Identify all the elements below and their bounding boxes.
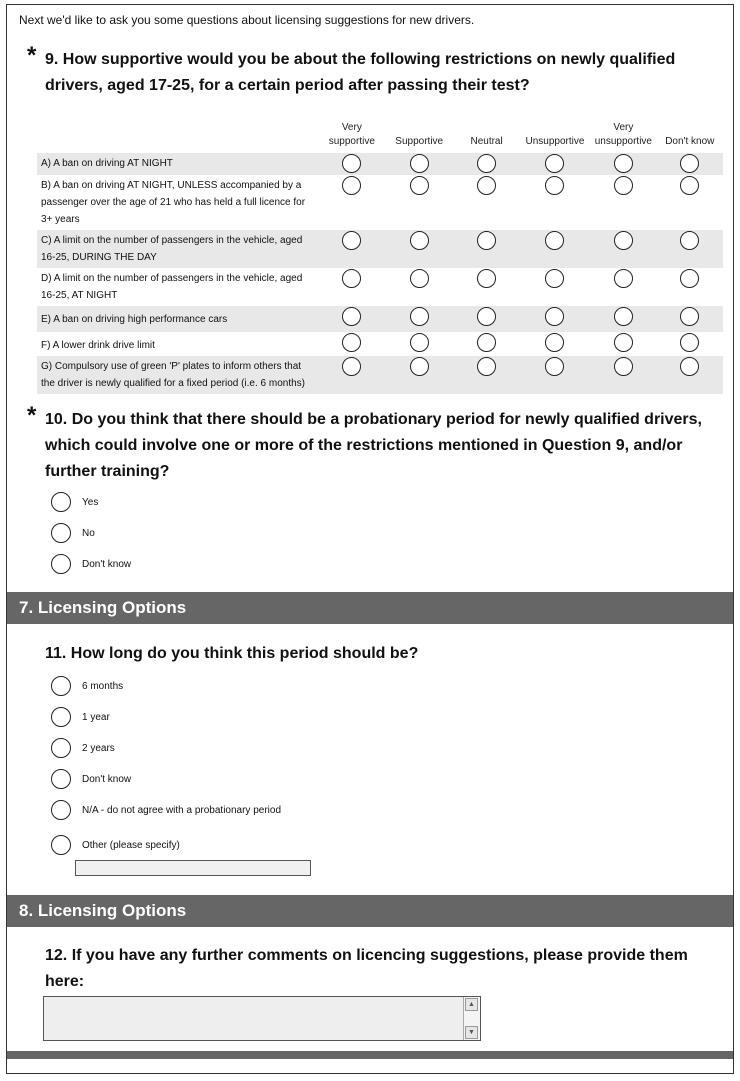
radio-a-very-unsupportive[interactable] bbox=[614, 154, 633, 173]
table-row bbox=[37, 268, 723, 306]
col-unsupportive: Unsupportive bbox=[525, 136, 585, 147]
table-row bbox=[37, 332, 723, 356]
q11-title: 11. How long do you think this period should be? bbox=[45, 645, 419, 662]
table-row bbox=[37, 230, 723, 268]
q10-title bbox=[27, 402, 729, 485]
q9-matrix bbox=[37, 121, 723, 394]
option-label: Don't know bbox=[82, 559, 132, 570]
radio-e-very-supportive[interactable] bbox=[342, 307, 361, 326]
textarea-scrollbar[interactable] bbox=[463, 997, 480, 1040]
radio-f-supportive[interactable] bbox=[410, 333, 429, 352]
radio-6-months[interactable] bbox=[51, 676, 71, 696]
row-label-b: B) A ban on driving AT NIGHT, UNLESS accompanied by a passenger over the age of 21 who has held a full licence for 3+ years bbox=[41, 180, 306, 225]
radio-b-dont-know[interactable] bbox=[680, 176, 699, 195]
option-label: No bbox=[82, 528, 95, 539]
radio-c-supportive[interactable] bbox=[410, 231, 429, 250]
radio-e-neutral[interactable] bbox=[477, 307, 496, 326]
radio-g-dont-know[interactable] bbox=[680, 357, 699, 376]
radio-g-very-unsupportive[interactable] bbox=[614, 357, 633, 376]
option-label: N/A - do not agree with a probationary period bbox=[82, 805, 282, 816]
radio-d-very-supportive[interactable] bbox=[342, 269, 361, 288]
radio-f-dont-know[interactable] bbox=[680, 333, 699, 352]
radio-d-very-unsupportive[interactable] bbox=[614, 269, 633, 288]
radio-e-dont-know[interactable] bbox=[680, 307, 699, 326]
radio-b-very-supportive[interactable] bbox=[342, 176, 361, 195]
col-neutral: Neutral bbox=[470, 136, 503, 147]
radio-e-supportive[interactable] bbox=[410, 307, 429, 326]
col-supportive: Supportive bbox=[395, 136, 444, 147]
radio-other[interactable] bbox=[51, 835, 71, 855]
q10-title-text: 10. Do you think that there should be a probationary period for newly qualified drivers, which could involve one or more of the restrictions mentioned in Question 9, and/or further training? bbox=[45, 411, 702, 480]
comments-textarea[interactable] bbox=[43, 996, 481, 1041]
option-label: 6 months bbox=[82, 681, 124, 692]
radio-dont-know[interactable] bbox=[51, 554, 71, 574]
radio-a-supportive[interactable] bbox=[410, 154, 429, 173]
radio-d-supportive[interactable] bbox=[410, 269, 429, 288]
radio-f-unsupportive[interactable] bbox=[545, 333, 564, 352]
radio-g-neutral[interactable] bbox=[477, 357, 496, 376]
q12-title: 12. If you have any further comments on licencing suggestions, please provide them here: bbox=[45, 947, 688, 990]
table-row bbox=[37, 356, 723, 394]
radio-d-dont-know[interactable] bbox=[680, 269, 699, 288]
radio-d-neutral[interactable] bbox=[477, 269, 496, 288]
col-dont-know: Don't know bbox=[665, 136, 715, 147]
radio-c-dont-know[interactable] bbox=[680, 231, 699, 250]
radio-f-neutral[interactable] bbox=[477, 333, 496, 352]
scroll-up-icon[interactable]: ▲ bbox=[465, 998, 478, 1011]
col-very-supportive: Very supportive bbox=[328, 122, 375, 147]
other-specify-input[interactable] bbox=[75, 860, 311, 876]
q9-title bbox=[27, 42, 725, 99]
radio-a-unsupportive[interactable] bbox=[545, 154, 564, 173]
col-very-unsupportive: Very unsupportive bbox=[594, 122, 652, 147]
radio-c-unsupportive[interactable] bbox=[545, 231, 564, 250]
radio-b-supportive[interactable] bbox=[410, 176, 429, 195]
radio-no[interactable] bbox=[51, 523, 71, 543]
section-7-header: 7. Licensing Options bbox=[7, 592, 734, 624]
option-label: Yes bbox=[82, 497, 99, 508]
option-label: Other (please specify) bbox=[82, 840, 180, 851]
table-row bbox=[37, 153, 723, 175]
radio-a-dont-know[interactable] bbox=[680, 154, 699, 173]
radio-g-supportive[interactable] bbox=[410, 357, 429, 376]
option-label: 1 year bbox=[82, 712, 110, 723]
radio-yes[interactable] bbox=[51, 492, 71, 512]
radio-c-very-supportive[interactable] bbox=[342, 231, 361, 250]
radio-f-very-unsupportive[interactable] bbox=[614, 333, 633, 352]
radio-d-unsupportive[interactable] bbox=[545, 269, 564, 288]
option-label: Don't know bbox=[82, 774, 132, 785]
section-8-header: 8. Licensing Options bbox=[7, 895, 734, 927]
table-row bbox=[37, 306, 723, 332]
row-label-g: G) Compulsory use of green 'P' plates to inform others that the driver is newly qualified for a fixed period (i.e. 6 months) bbox=[37, 356, 319, 394]
radio-f-very-supportive[interactable] bbox=[342, 333, 361, 352]
row-label-d: D) A limit on the number of passengers in the vehicle, aged 16-25, AT NIGHT bbox=[41, 273, 303, 301]
q9-title-text: 9. How supportive would you be about the following restrictions on newly qualified drivers, aged 17-25, for a certain period after passing their test? bbox=[45, 51, 676, 94]
table-row bbox=[37, 175, 723, 230]
radio-e-very-unsupportive[interactable] bbox=[614, 307, 633, 326]
bottom-bar bbox=[7, 1051, 734, 1059]
matrix-corner bbox=[37, 121, 319, 153]
radio-b-neutral[interactable] bbox=[477, 176, 496, 195]
option-label: 2 years bbox=[82, 743, 115, 754]
radio-e-unsupportive[interactable] bbox=[545, 307, 564, 326]
radio-b-very-unsupportive[interactable] bbox=[614, 176, 633, 195]
radio-c-neutral[interactable] bbox=[477, 231, 496, 250]
scroll-down-icon[interactable]: ▼ bbox=[465, 1026, 478, 1039]
row-label-c: C) A limit on the number of passengers in the vehicle, aged 16-25, DURING THE DAY bbox=[37, 230, 319, 268]
intro-text: Next we'd like to ask you some questions about licensing suggestions for new drivers. bbox=[19, 13, 475, 27]
survey-frame bbox=[6, 4, 734, 1074]
row-label-e: E) A ban on driving high performance cars bbox=[37, 306, 319, 332]
radio-g-very-supportive[interactable] bbox=[342, 357, 361, 376]
row-label-a: A) A ban on driving AT NIGHT bbox=[37, 153, 319, 175]
radio-a-neutral[interactable] bbox=[477, 154, 496, 173]
row-label-f: F) A lower drink drive limit bbox=[41, 340, 155, 351]
radio-a-very-supportive[interactable] bbox=[342, 154, 361, 173]
required-star: * bbox=[27, 402, 37, 429]
radio-dont-know[interactable] bbox=[51, 769, 71, 789]
radio-2-years[interactable] bbox=[51, 738, 71, 758]
radio-na[interactable] bbox=[51, 800, 71, 820]
required-star: * bbox=[27, 42, 37, 69]
radio-c-very-unsupportive[interactable] bbox=[614, 231, 633, 250]
radio-b-unsupportive[interactable] bbox=[545, 176, 564, 195]
radio-1-year[interactable] bbox=[51, 707, 71, 727]
radio-g-unsupportive[interactable] bbox=[545, 357, 564, 376]
